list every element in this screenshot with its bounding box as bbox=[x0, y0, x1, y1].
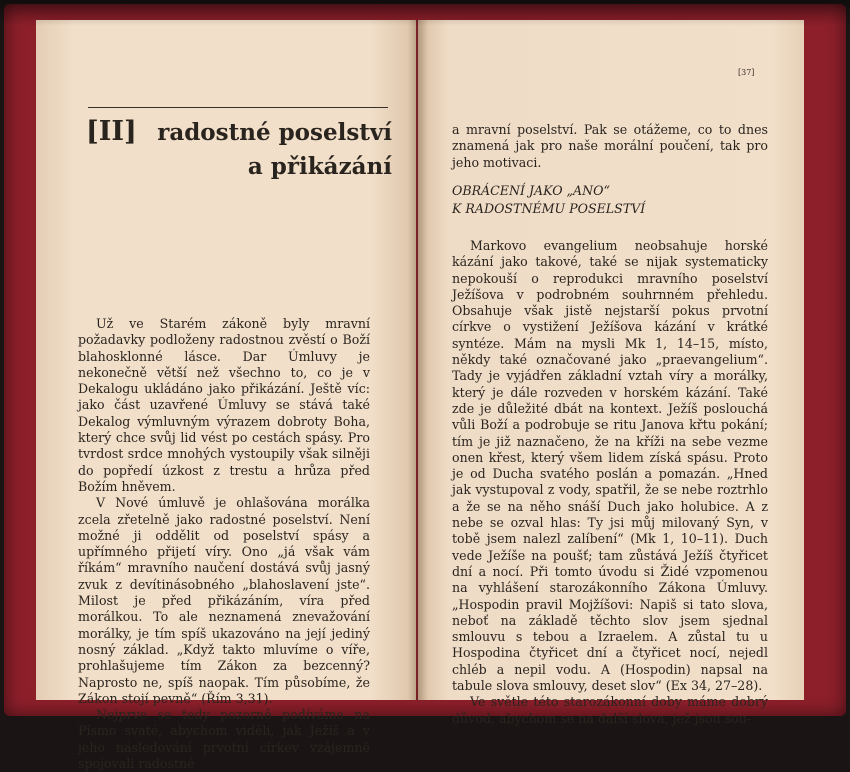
right-page bbox=[418, 20, 804, 726]
book-gutter bbox=[408, 20, 428, 700]
paragraph: Nejprve se tedy pozorně podíváme na Písmo svaté, abychom viděli, jak Ježíš a v jeho následování prvotní církev vzájemně spojovali radostné bbox=[78, 707, 370, 772]
right-body bbox=[452, 238, 768, 727]
page-number: [37] bbox=[738, 68, 755, 77]
paragraph: V Nové úmluvě je ohlašována morálka zcela zřetelně jako radostné poselství. Není možné ji oddělit od poselství spásy a upřímného přijetí víry. Ono „já však vám říkám“ mravního naučení dostává svůj jasný zvuk z devítinásobného „blahoslavení jste“. Milost je před přikázáním, víra před morálkou. To ale neznamená znevažování morálky, je tím spíš ukazováno na její jediný nosný základ. „Když takto mluvíme o víře, prohlašujeme tím Zákon za bezcenný? Naprosto ne, spíš naopak. Tím působíme, že Zákon stojí pevně“ (Řím 3,31). bbox=[78, 495, 370, 706]
chapter-title-line: radostné poselství bbox=[157, 119, 392, 146]
section-heading-line: K RADOSTNÉMU POSELSTVÍ bbox=[452, 201, 646, 216]
left-page bbox=[36, 20, 416, 772]
paragraph: Markovo evangelium neobsahuje horské kázání jako takové, také se nijak systematicky nepokouší o reprodukci mravního poselství Ježíšova v podrobném souhrnném přehledu. Obsahuje však jistě nejstarší pokus prvotní církve o vystižení Ježíšova kázání v krátké syntéze. Mám na mysli Mk 1, 14–15, místo, někdy také označované jako „praevangelium“. Tady je vyjádřen základní vztah víry a morálky, který je dále rozveden v horském kázání. Také zde je důležité dbát na kontext. Ježíš poslouchá vůli Boží a podrobuje se ritu Janova křtu pokání; tím je již naznačeno, že na kříži na sebe vezme onen křest, který všem lidem získá spásu. Proto je od Ducha svatého poslán a pomazán. „Hned jak vystupoval z vody, spatřil, že se nebe roztrhlo a že se na něho snáší Duch jako holubice. A z nebe se ozval hlas: Ty jsi můj milovaný Syn, v tobě jsem nalezl zalíbení“ (Mk 1, 10–11). Duch vede Ježíše na poušť; tam zůstává Ježíš čtyřicet dní a nocí. Při tomto úvodu si Židé vzpomenou na vyhlášení starozákonního Zákona Úmluvy. „Hospodin pravil Mojžíšovi: Napiš si tato slova, neboť na základě těchto slov jsem sjednal smlouvu s tebou a Izraelem. A zůstal tu u Hospodina čtyřicet dní a čtyřicet nocí, nejedl chléb a nepil vodu. A (Hospodin) napsal na tabule slova smlouvy, deset slov“ (Ex 34, 27–28). bbox=[452, 238, 768, 694]
left-body bbox=[78, 316, 370, 772]
chapter-number: [II] bbox=[86, 116, 137, 147]
section-heading-line: OBRÁCENÍ JAKO „ANO“ bbox=[452, 183, 610, 198]
paragraph: a mravní poselství. Pak se otážeme, co to dnes znamená jak pro naše morální poučení, tak pro jeho motivaci. bbox=[452, 122, 768, 170]
chapter-title-line: a přikázání bbox=[247, 153, 392, 180]
paragraph: Už ve Starém zákoně byly mravní požadavky podloženy radostnou zvěstí o Boží blahosklonné lásce. Dar Úmluvy je nekonečně větší než všechno to, co je v Dekalogu ukládáno jako přikázání. Ještě víc: jako část uzavřené Úmluvy se stává také Dekalog výmluvným výrazem dobroty Boha, který chce svůj lid vést po cestách spásy. Pro tvrdost srdce mnohých vystoupily však silněji do popředí úzkost z trestu a hrůza před Božím hněvem. bbox=[78, 316, 370, 494]
paragraph: Ve světle této starozákonní doby máme dobrý důvod, abychom se na další slova, jež jsou sou- bbox=[452, 694, 768, 726]
chapter-rule bbox=[88, 107, 388, 108]
chapter-title bbox=[156, 116, 392, 184]
section-heading bbox=[452, 182, 768, 218]
